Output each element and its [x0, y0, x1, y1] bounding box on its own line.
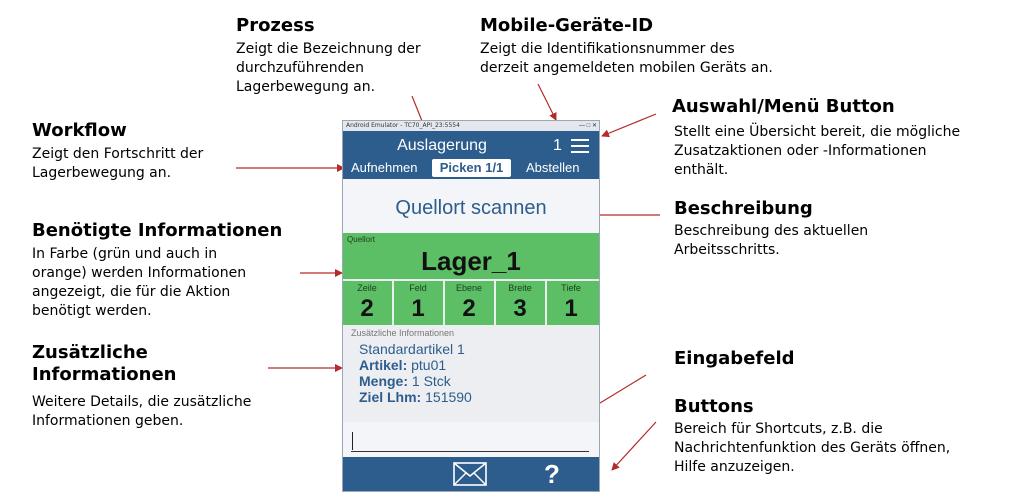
workflow-step-picken[interactable]: Picken 1/1 — [432, 159, 511, 177]
annotation-line: benötigt werden. — [32, 303, 152, 319]
prozess-annotation-title: Prozess — [236, 15, 315, 36]
workflow-annotation-title: Workflow — [32, 120, 127, 141]
text-cursor — [352, 432, 353, 450]
cell-label: Zeile — [357, 283, 377, 293]
annotation-line: Bereich für Shortcuts, z.B. die — [674, 421, 883, 437]
location-cell-feld — [394, 281, 442, 325]
annotation-line: Arbeitsschritts. — [674, 242, 780, 258]
annotation-line: Stellt eine Übersicht bereit, die mögliche — [674, 124, 961, 140]
additional-info-artikel — [359, 357, 446, 373]
annotation-line: Lagerbewegung an. — [32, 165, 172, 181]
help-question-icon[interactable]: ? — [544, 459, 560, 489]
cell-value: 1 — [411, 295, 425, 322]
location-cell-tiefe — [547, 281, 595, 325]
location-cell-breite — [496, 281, 544, 325]
scan-input-field[interactable] — [351, 430, 589, 452]
window-controls-icon[interactable]: — □ ✕ — [579, 123, 597, 129]
artikel-value: ptu01 — [407, 357, 447, 373]
cell-label: Feld — [409, 283, 427, 293]
location-cell-ebene — [445, 281, 493, 325]
beschreibung-annotation-text — [674, 222, 868, 260]
annotation-line: In Farbe (grün und auch in — [32, 246, 218, 262]
mail-envelope-icon[interactable] — [453, 462, 487, 486]
cell-value: 1 — [564, 295, 578, 322]
benoetigt-annotation-title: Benötigte Informationen — [32, 220, 283, 241]
annotation-line: Zeigt den Fortschritt der — [32, 146, 204, 162]
cell-label: Tiefe — [561, 283, 581, 293]
quellort-label: Quellort — [347, 235, 376, 244]
additional-info-menge — [359, 373, 451, 389]
annotation-line: angezeigt, die für die Aktion — [32, 284, 231, 300]
quellort-value: Lager_1 — [421, 246, 521, 276]
prozess-annotation-text — [236, 40, 421, 97]
emulator-title: Android Emulator - TC70_API_23:5554 — [346, 122, 460, 129]
ziel-label: Ziel Lhm: — [359, 389, 422, 405]
cell-label: Breite — [508, 283, 532, 293]
annotation-line: enthält. — [674, 162, 729, 178]
menge-value: 1 Stck — [408, 373, 451, 389]
description-panel — [343, 179, 599, 233]
annotation-line: Hilfe anzuzeigen. — [674, 459, 795, 475]
annotation-line: Zusatzaktionen oder -Informationen — [674, 143, 927, 159]
buttons-annotation-text — [674, 420, 950, 477]
additional-info-label: Zusätzliche Informationen — [351, 328, 455, 338]
annotation-line: Weitere Details, die zusätzliche — [32, 394, 252, 410]
annotation-line: durchzuführenden — [236, 60, 364, 76]
annotation-line: derzeit angemeldeten mobilen Geräts an. — [480, 60, 773, 76]
process-title: Auslagerung — [397, 137, 487, 154]
cell-value: 2 — [462, 295, 476, 322]
input-area — [343, 422, 599, 457]
step-description: Quellort scannen — [395, 197, 547, 219]
additional-info-ziel — [359, 389, 472, 405]
annotation-title-line: Informationen — [32, 364, 177, 385]
annotation-line: Beschreibung des aktuellen — [674, 223, 869, 239]
workflow-annotation-text — [32, 145, 203, 183]
required-info-panel — [343, 233, 599, 325]
arrow-menu — [602, 114, 656, 136]
menu-annotation-text — [674, 123, 960, 180]
cell-label: Ebene — [455, 283, 483, 293]
additional-info-line: Standardartikel 1 — [359, 341, 465, 357]
annotation-line: Zeigt die Bezeichnung der — [236, 41, 421, 57]
mobile-id-annotation-text — [480, 40, 773, 78]
annotation-title-line: Zusätzliche — [32, 342, 148, 363]
annotation-line: Lagerbewegung an. — [236, 79, 376, 95]
annotation-line: Nachrichtenfunktion des Geräts öffnen, — [674, 440, 951, 456]
menu-annotation-title: Auswahl/Menü Button — [672, 96, 895, 117]
buttons-annotation-title: Buttons — [674, 396, 754, 417]
arrow-mobile-id — [538, 84, 556, 120]
location-cell-zeile — [343, 281, 391, 325]
beschreibung-annotation-title: Beschreibung — [674, 198, 813, 219]
hamburger-menu-icon[interactable] — [571, 139, 589, 153]
workflow-step-abstellen[interactable]: Abstellen — [526, 160, 580, 175]
zusaetzlich-annotation-text — [32, 393, 251, 431]
cell-value: 2 — [360, 295, 374, 322]
annotation-line: Zeigt die Identifikationsnummer des — [480, 41, 735, 57]
eingabe-annotation-title: Eingabefeld — [674, 348, 795, 369]
artikel-label: Artikel: — [359, 357, 408, 373]
phone-screen — [342, 120, 600, 492]
annotation-line: orange) werden Informationen — [32, 265, 247, 281]
benoetigt-annotation-text — [32, 245, 246, 321]
shortcut-bar — [343, 457, 599, 491]
annotation-line: Informationen geben. — [32, 413, 184, 429]
device-id: 1 — [553, 137, 562, 154]
ziel-value: 151590 — [421, 389, 472, 405]
workflow-step-aufnehmen[interactable]: Aufnehmen — [351, 160, 418, 175]
menge-label: Menge: — [359, 373, 408, 389]
mobile-id-annotation-title: Mobile-Geräte-ID — [480, 15, 654, 36]
zusaetzlich-annotation-title — [32, 342, 176, 386]
cell-value: 3 — [513, 295, 527, 322]
app-header — [343, 131, 599, 179]
arrow-buttons — [612, 422, 656, 470]
